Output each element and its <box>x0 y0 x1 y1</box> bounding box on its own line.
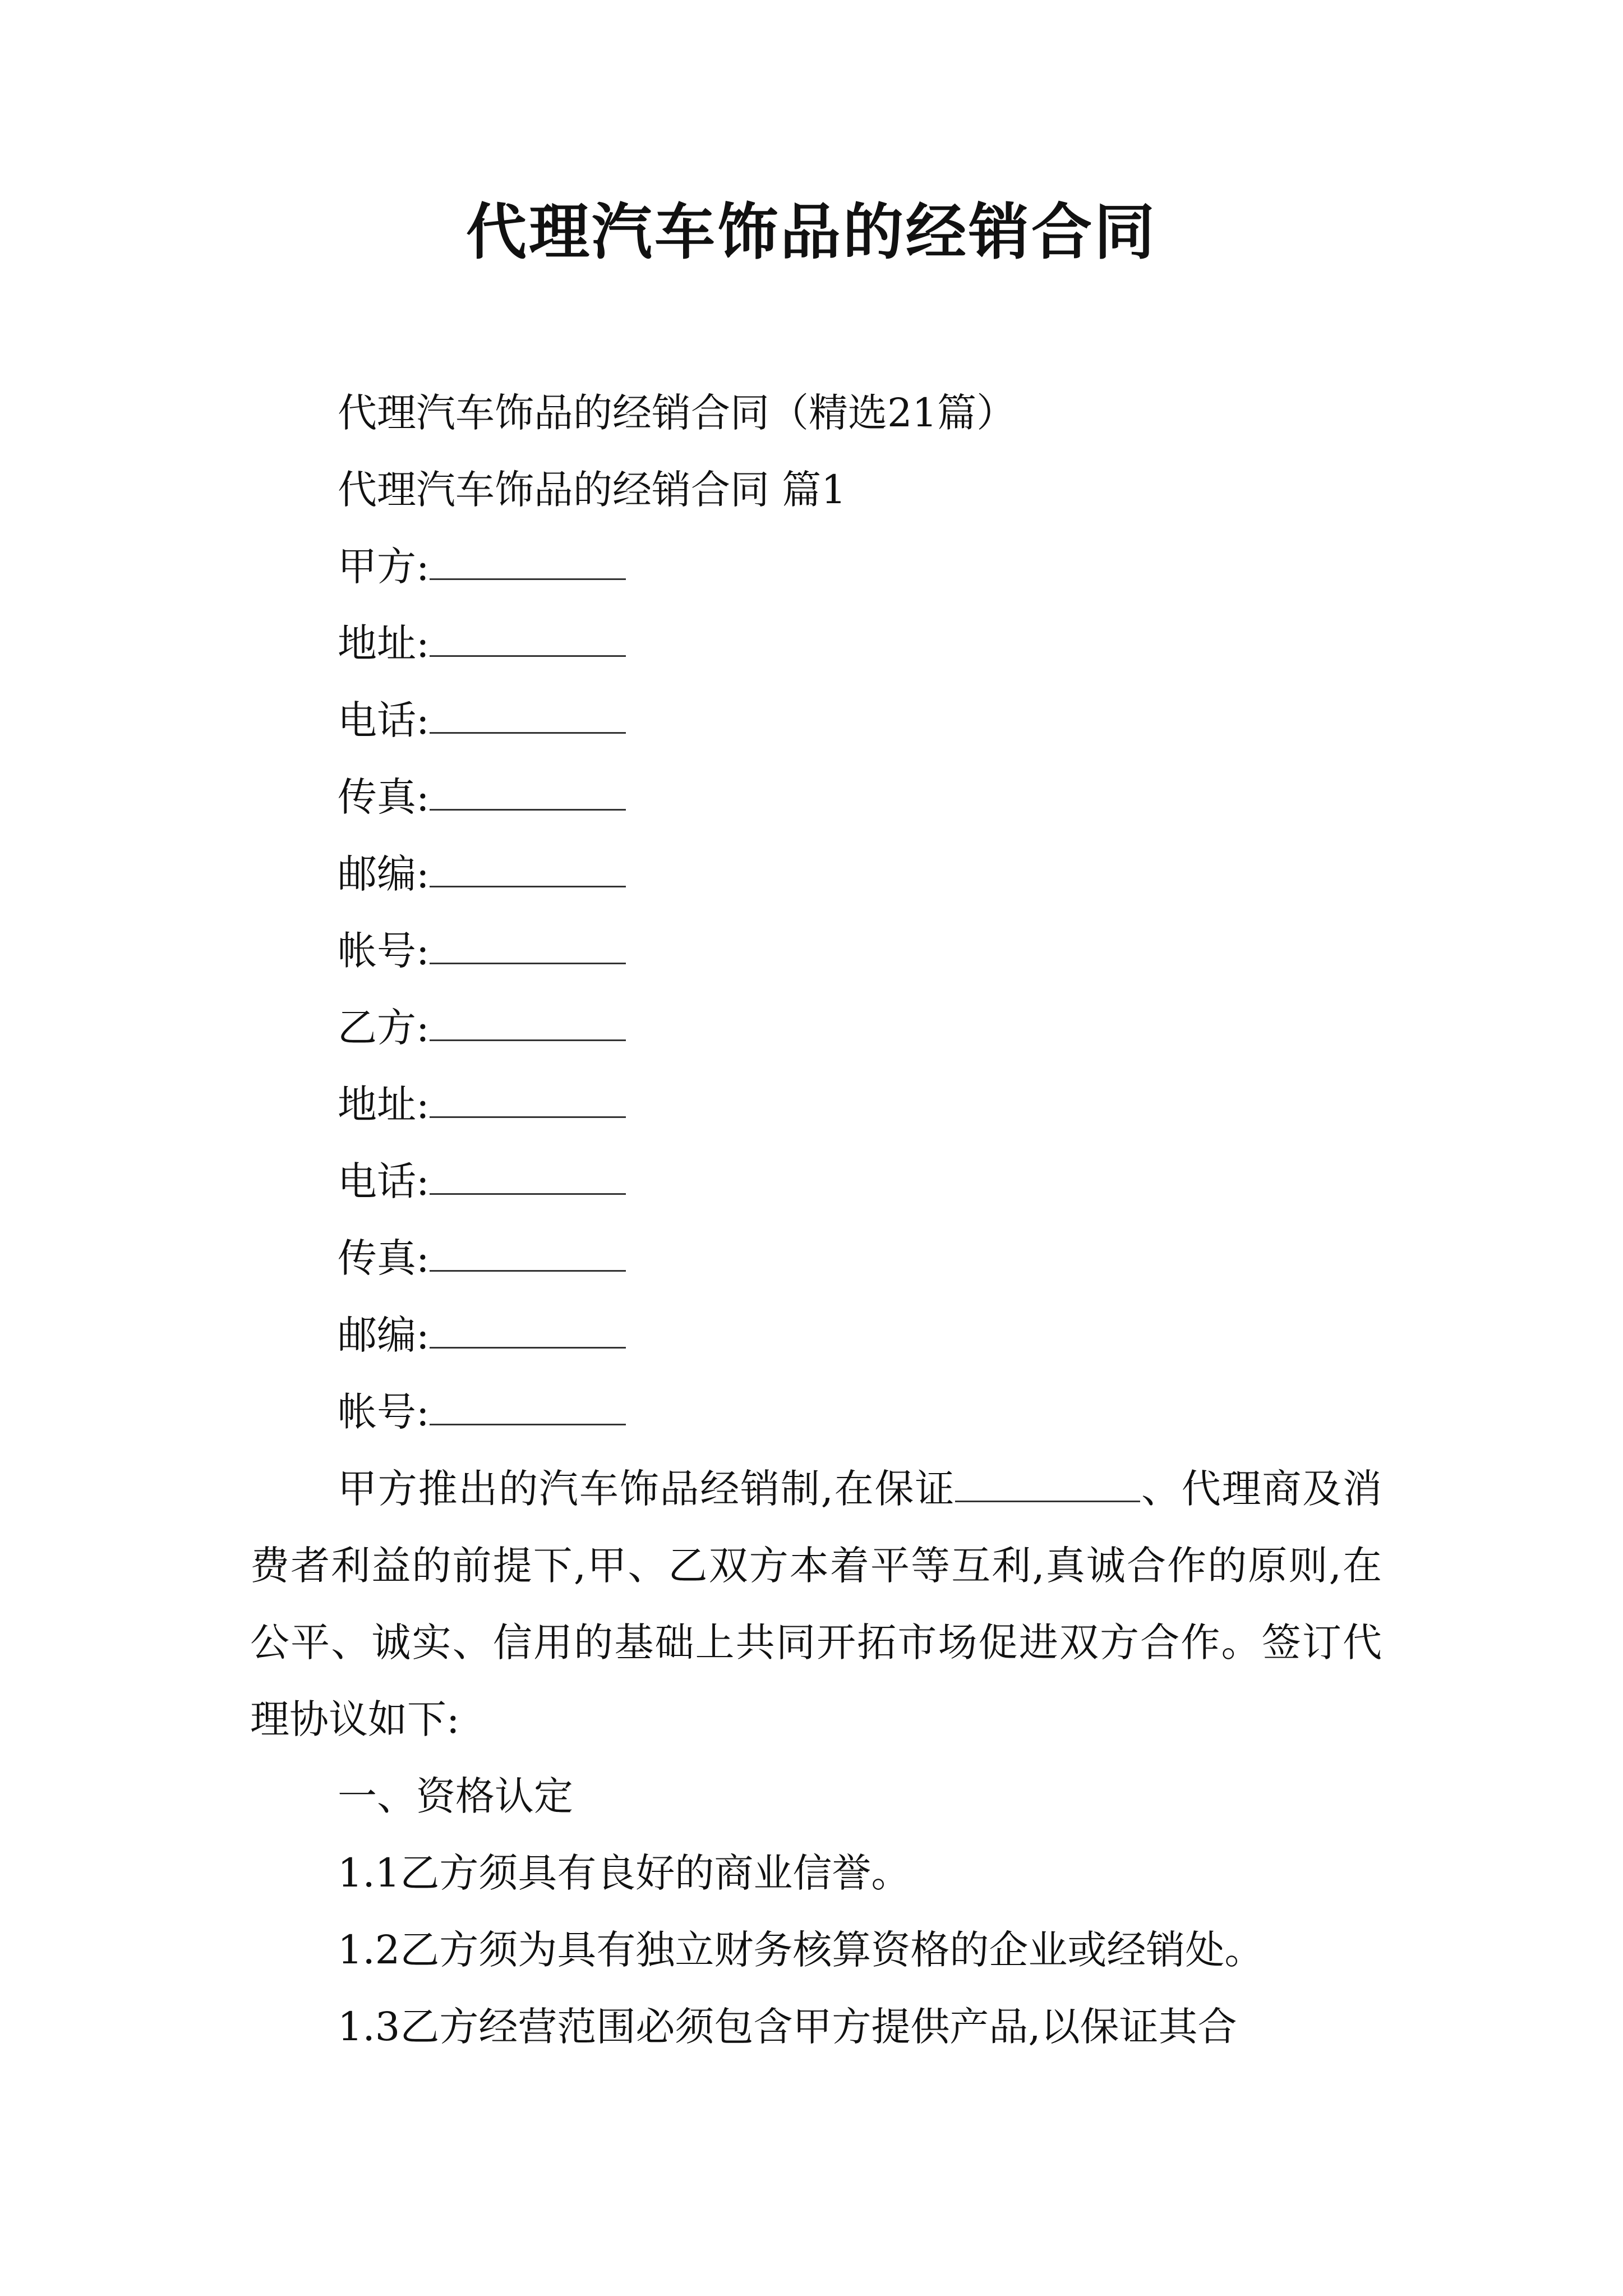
party-b-postcode-field <box>250 1297 1382 1374</box>
blank-line <box>430 1159 626 1195</box>
intro-text-part1: 甲方推出的汽车饰品经销制,在保证 <box>338 1466 956 1512</box>
field-label: 电话: <box>338 697 430 743</box>
section-heading: 代理汽车饰品的经销合同 篇1 <box>338 467 846 513</box>
field-label: 传真: <box>338 774 430 820</box>
clause-item: 1.1乙方须具有良好的商业信誉。 <box>338 1850 911 1896</box>
party-b-account-field <box>250 1374 1382 1451</box>
party-a-name-field <box>250 528 1382 605</box>
blank-line <box>955 1467 1140 1502</box>
party-b-fax-field <box>250 1220 1382 1297</box>
field-label: 邮编: <box>338 1312 430 1358</box>
blank-line <box>430 1083 626 1118</box>
field-label: 帐号: <box>338 1389 430 1435</box>
field-label: 地址: <box>338 1082 430 1128</box>
blank-line <box>430 1006 626 1041</box>
document-subtitle: 代理汽车饰品的经销合同（精选21篇） <box>338 390 1016 436</box>
blank-line <box>430 1236 626 1272</box>
clause-heading: 一、资格认定 <box>338 1773 573 1819</box>
party-a-account-field <box>250 913 1382 990</box>
field-label: 邮编: <box>338 851 430 897</box>
intro-text-part2: 、代理商及消费者利益的前提下,甲、乙双方本着平等互利,真诚合作的原则,在公平、诚实、信用的基础上共同开拓市场促进双方合作。签订代理协议如下: <box>250 1466 1382 1742</box>
party-a-postcode-field <box>250 836 1382 913</box>
field-label: 地址: <box>338 620 430 666</box>
party-a-phone-field <box>250 682 1382 759</box>
blank-line <box>430 1313 626 1349</box>
clause-item: 1.3乙方经营范围必须包含甲方提供产品,以保证其合 <box>338 2004 1237 2050</box>
document-body <box>250 375 1382 2065</box>
party-b-name-field <box>250 990 1382 1066</box>
intro-paragraph <box>250 1451 1382 1758</box>
blank-line <box>430 698 626 734</box>
field-label: 传真: <box>338 1235 430 1281</box>
blank-line <box>430 545 626 580</box>
field-label: 甲方: <box>338 544 430 590</box>
document-title: 代理汽车饰品的经销合同 <box>465 197 1157 268</box>
blank-line <box>430 775 626 811</box>
blank-line <box>430 622 626 657</box>
blank-line <box>430 1390 626 1425</box>
blank-line <box>430 929 626 964</box>
party-b-address-field <box>250 1066 1382 1143</box>
party-a-fax-field <box>250 759 1382 836</box>
field-label: 帐号: <box>338 928 430 974</box>
party-a-address-field <box>250 605 1382 682</box>
field-label: 电话: <box>338 1158 430 1204</box>
blank-line <box>430 852 626 887</box>
party-b-phone-field <box>250 1143 1382 1220</box>
field-label: 乙方: <box>338 1005 430 1051</box>
clause-item: 1.2乙方须为具有独立财务核算资格的企业或经销处。 <box>338 1927 1264 1973</box>
